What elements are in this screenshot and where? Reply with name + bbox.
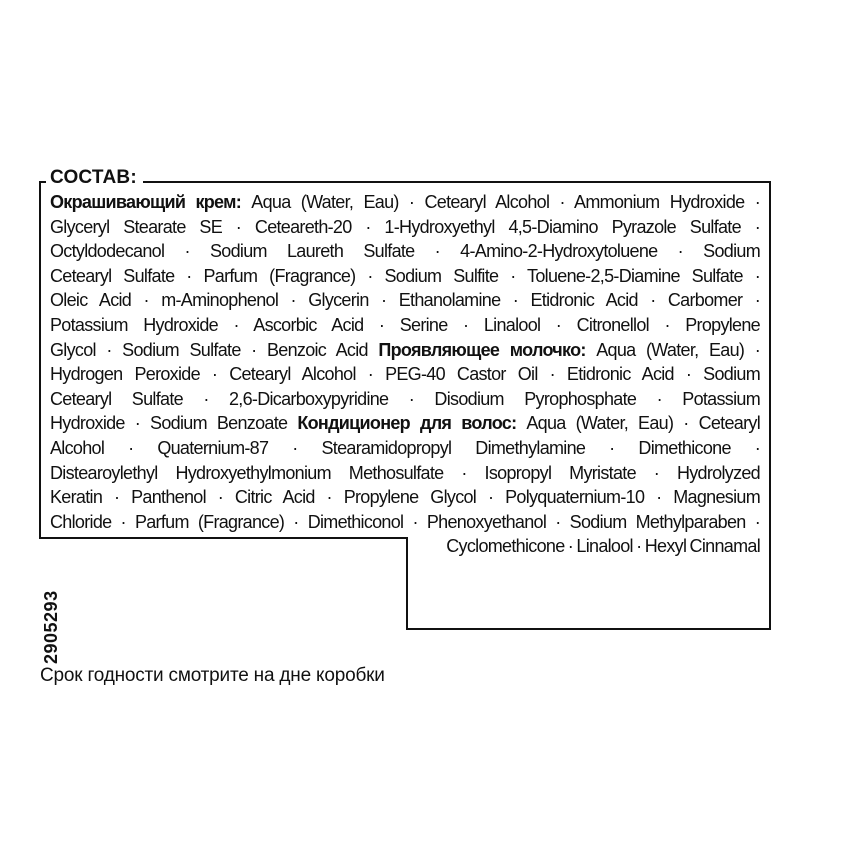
ingredients-line: Glycol · Sodium Sulfate · Benzoic Acid Проявляющее молочко: Aqua (Water, Eau) · xyxy=(50,339,760,360)
ingredients-line: Glyceryl Stearate SE · Ceteareth-20 · 1-Hydroxyethyl 4,5-Diamino Pyrazole Sulfate · xyxy=(50,216,760,237)
section-label-coloring-cream: Окрашивающий крем: xyxy=(50,192,242,212)
ingredients-line: Окрашивающий крем: Aqua (Water, Eau) · Cetearyl Alcohol · Ammonium Hydroxide · xyxy=(50,192,760,212)
ingredients-line: Hydrogen Peroxide · Cetearyl Alcohol · PEG-40 Castor Oil · Etidronic Acid · Sodium xyxy=(50,364,760,385)
section-label-conditioner: Кондиционер для волос: xyxy=(297,413,517,434)
ingredients-line: Cetearyl Sulfate · Parfum (Fragrance) · Sodium Sulfite · Toluene-2,5-Diamine Sulfate · xyxy=(50,265,760,286)
ingredients-line: Alcohol · Quaternium-87 · Stearamidopropyl Dimethylamine · Dimethicone · xyxy=(50,437,760,458)
ingredients-line: Chloride · Parfum (Fragrance) · Dimethiconol · Phenoxyethanol · Sodium Methylparaben · xyxy=(50,511,760,532)
ingredients-line: Distearoylethyl Hydroxyethylmonium Methosulfate · Isopropyl Myristate · Hydrolyzed xyxy=(50,462,760,483)
composition-heading: СОСТАВ: xyxy=(46,166,143,190)
ingredients-line: Potassium Hydroxide · Ascorbic Acid · Serine · Linalool · Citronellol · Propylene xyxy=(50,314,760,335)
ingredients-line: Cetearyl Sulfate · 2,6-Dicarboxypyridine · Disodium Pyrophosphate · Potassium xyxy=(50,388,760,409)
ingredients-line: Oleic Acid · m-Aminophenol · Glycerin · Ethanolamine · Etidronic Acid · Carbomer · xyxy=(50,290,760,311)
ingredients-line: Hydroxide · Sodium Benzoate Кондиционер для волос: Aqua (Water, Eau) · Cetearyl xyxy=(50,413,760,434)
section-label-developer-milk: Проявляющее молочко: xyxy=(378,339,586,360)
ingredients-list xyxy=(50,190,760,559)
ingredients-line: Cyclomethicone · Linalool · Hexyl Cinnamal xyxy=(446,536,760,557)
ingredients-line: Keratin · Panthenol · Citric Acid · Propylene Glycol · Polyquaternium-10 · Magnesium xyxy=(50,487,760,508)
batch-code: 2905293 xyxy=(41,590,61,664)
ingredients-line: Octyldodecanol · Sodium Laureth Sulfate · 4-Amino-2-Hydroxytoluene · Sodium xyxy=(50,241,760,262)
expiry-note: Срок годности смотрите на дне коробки xyxy=(40,665,385,686)
